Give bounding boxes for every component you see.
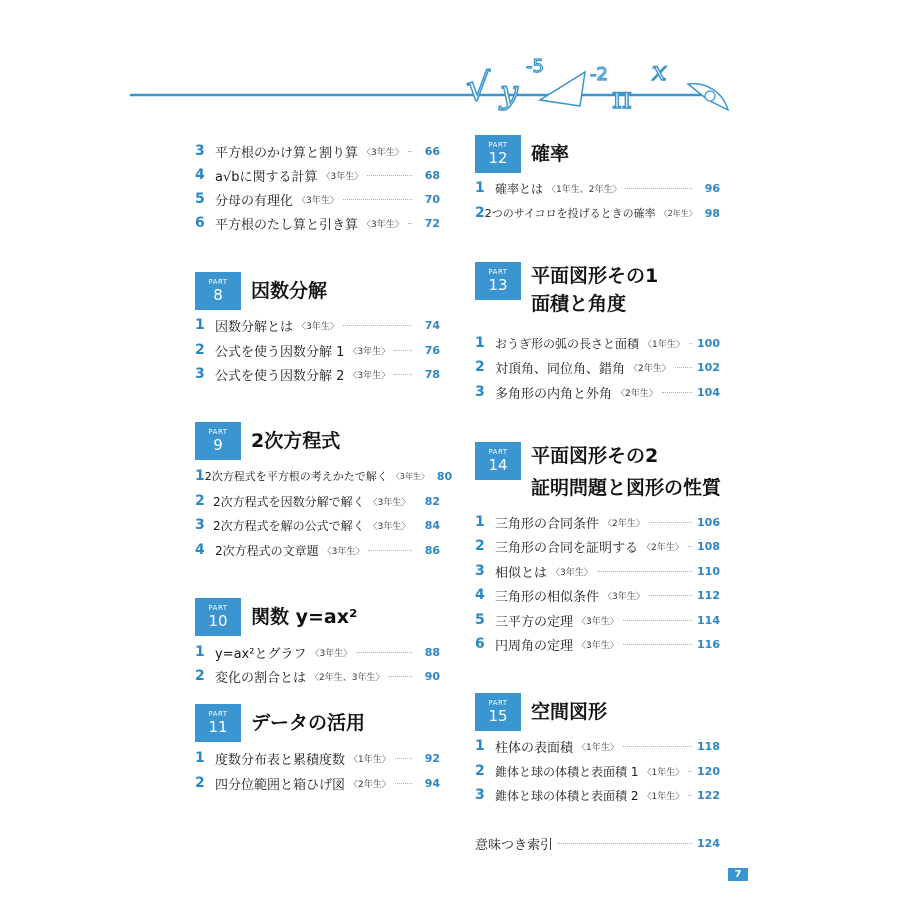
part-header-13 [475,262,658,318]
toc-entry[interactable] [475,784,720,806]
entry-title: おうぎ形の弧の長さと面積 [495,336,640,351]
entry-page: 108 [697,539,720,553]
entry-number: 6 [195,215,205,231]
exp-neg5-glyph: -5 [526,56,544,77]
part-badge [195,422,241,460]
entry-title: 対頂角、同位角、錯角 [495,361,626,377]
part-header-14 [475,442,721,502]
entry-title: 公式を使う因数分解 1 [215,344,345,360]
entry-page: 114 [697,613,720,627]
toc-entry[interactable] [195,164,440,186]
part-number: 9 [213,436,223,454]
entry-grade: 〈3年生〉 [362,219,404,230]
entry-grade: 〈2年生〉 [659,208,697,218]
part-title [531,262,658,318]
entry-number: 1 [195,750,205,766]
leader-dots [395,758,412,759]
leader-dots [408,151,412,152]
entry-grade: 〈3年生〉 [368,497,411,508]
entry-grade: 〈3年生〉 [348,346,391,357]
leader-dots [557,843,692,844]
toc-entry[interactable] [195,641,440,663]
leader-dots [356,652,412,653]
entry-title: 柱体の表面積 [495,740,574,756]
entry-page: 78 [424,367,440,381]
part-label: PART [488,448,508,456]
entry-title: 公式を使う因数分解 2 [215,368,345,384]
entry-grade: 〈2年生〉 [629,363,671,374]
entry-page: 116 [697,637,720,651]
toc-entry[interactable] [475,356,720,378]
entry-title: 多角形の内角と外角 [495,386,613,402]
entry-page: 124 [697,836,720,850]
pi-glyph: π [612,81,632,116]
part-title: 因数分解 [251,280,328,302]
entry-number: 4 [195,167,205,183]
leader-dots [688,795,692,796]
leader-dots [623,620,692,621]
part-title: 関数 y=ax² [251,606,358,628]
entry-title: 確率とは [495,181,544,196]
toc-entry[interactable] [475,511,720,533]
part-header-8 [195,272,327,310]
entry-number: 2 [475,359,485,375]
entry-grade: 〈3年生〉 [297,195,339,206]
entry-title: a√bに関する計算 [215,169,318,185]
toc-entry[interactable] [475,760,720,782]
entry-page: 96 [704,181,720,195]
entry-title: 三角形の相似条件 [495,589,600,605]
entry-page: 68 [424,168,440,182]
entry-title: 三平方の定理 [495,614,574,630]
part-label: PART [488,699,508,707]
entry-grade: 〈2年生〉 [616,388,658,399]
entry-grade: 〈1年生〉 [642,791,685,802]
entry-grade: 〈1年生〉 [642,767,685,778]
leader-dots [688,546,692,547]
leader-dots [408,223,412,224]
entry-grade: 〈2年生〉 [349,779,391,790]
entry-page: 84 [424,518,440,532]
entry-title: 変化の割合とは [215,670,307,686]
part-label: PART [208,428,228,436]
entry-page: 106 [697,515,720,529]
part-badge [475,135,521,173]
part-header-10 [195,598,357,636]
entry-number: 5 [475,612,485,628]
entry-number: 2 [195,775,205,791]
entry-title: 2次方程式を因数分解で解く [213,494,365,509]
leader-dots [394,374,412,375]
entry-page: 100 [697,336,720,350]
toc-entry[interactable] [195,140,440,162]
entry-page: 92 [424,751,440,765]
entry-title: 円周角の定理 [495,638,574,654]
toc-entry[interactable] [475,584,720,606]
leader-dots [343,199,412,200]
part-header-15 [475,693,607,731]
part-badge [475,693,521,731]
part-number: 13 [488,276,508,294]
part-label: PART [208,278,228,286]
toc-entry[interactable] [195,772,440,794]
protractor-hole [705,91,715,101]
entry-grade: 〈3年生〉 [603,591,645,602]
entry-title: 2次方程式の文章題 [215,543,319,558]
entry-number: 3 [195,366,205,382]
part-header-12 [475,135,569,173]
part-badge [475,442,521,480]
entry-title: 三角形の合同条件 [495,516,600,532]
leader-dots [688,771,692,772]
leader-dots [394,350,412,351]
toc-entry[interactable] [195,363,440,385]
part-title [531,442,721,502]
entry-title: 2次方程式を解の公式で解く [213,518,365,533]
entry-page: 74 [424,318,440,332]
toc-entry[interactable] [475,535,720,557]
leader-dots [343,325,412,326]
header-decoration [0,0,900,120]
entry-page: 118 [697,739,720,753]
toc-entry[interactable] [475,202,720,224]
entry-number: 2 [475,205,485,221]
toc-entry[interactable] [195,490,440,512]
entry-number: 3 [195,517,205,533]
entry-title: 意味つき索引 [475,837,554,853]
entry-grade: 〈3年生〉 [322,546,365,557]
entry-grade: 〈3年生〉 [297,321,339,332]
entry-grade: 〈1年生〉 [577,742,619,753]
entry-grade: 〈3年生〉 [321,171,364,182]
triangle-ruler-icon [540,72,585,106]
leader-dots [649,522,692,523]
entry-number: 3 [475,787,485,803]
part-header-9 [195,422,340,460]
entry-title: 度数分布表と累積度数 [215,752,346,768]
toc-entry[interactable] [475,560,720,582]
entry-number: 1 [475,738,485,754]
entry-page: 90 [424,669,440,683]
entry-page: 122 [697,788,720,802]
entry-title: 2つのサイコロを投げるときの確率 [484,207,656,220]
part-title-line2: 証明問題と図形の性質 [531,477,722,499]
entry-page: 102 [697,360,720,374]
x-glyph: x [652,57,667,87]
entry-page: 70 [424,192,440,206]
entry-title: 三角形の合同を証明する [495,540,639,556]
part-title-line1: 平面図形その2 [531,445,659,467]
part-badge [195,598,241,636]
entry-number: 6 [475,636,485,652]
entry-page: 76 [424,343,440,357]
entry-title: 分母の有理化 [215,193,294,209]
toc-entry[interactable] [195,212,440,234]
part-badge [475,262,521,300]
entry-number: 2 [475,538,485,554]
entry-grade: 〈2年生〉 [603,518,645,529]
entry-grade: 〈3年生〉 [348,370,391,381]
leader-dots [675,367,692,368]
leader-dots [597,571,692,572]
entry-title: 平方根のかけ算と割り算 [215,145,359,161]
part-badge [195,704,241,742]
entry-number: 2 [195,668,205,684]
entry-number: 3 [475,563,485,579]
sqrt-glyph: √ [466,65,491,109]
entry-grade: 〈3年生〉 [551,567,593,578]
entry-number: 1 [475,335,485,351]
entry-grade: 〈2年生、3年生〉 [310,672,385,683]
leader-dots [649,595,692,596]
part-number: 15 [488,707,508,725]
leader-dots [662,392,692,393]
entry-grade: 〈3年生〉 [577,640,619,651]
entry-number: 1 [475,514,485,530]
part-number: 8 [213,286,223,304]
entry-grade: 〈1年生〉 [643,339,685,350]
entry-number: 1 [195,468,205,484]
leader-dots [623,644,692,645]
entry-number: 3 [475,384,485,400]
toc-entry[interactable] [475,609,720,631]
part-number: 12 [488,149,508,167]
toc-entry[interactable] [195,514,440,536]
entry-grade: 〈3年生〉 [577,616,619,627]
entry-page: 98 [704,206,720,220]
toc-entry[interactable] [195,747,440,769]
entry-page: 72 [424,216,440,230]
part-header-11 [195,704,365,742]
entry-number: 5 [195,191,205,207]
entry-number: 2 [475,763,485,779]
entry-grade: 〈2年生〉 [642,542,684,553]
entry-page: 120 [697,764,720,778]
entry-number: 4 [195,542,205,558]
entry-number: 2 [195,342,205,358]
toc-entry[interactable] [475,633,720,655]
leader-dots [388,676,412,677]
part-badge [195,272,241,310]
leader-dots [395,783,412,784]
entry-title: 錐体と球の体積と表面積 1 [495,764,639,779]
entry-number: 1 [475,180,485,196]
part-label: PART [208,710,228,718]
entry-number: 2 [195,493,205,509]
part-label: PART [488,141,508,149]
toc-entry[interactable] [195,339,440,361]
entry-title: 相似とは [495,565,548,581]
leader-dots [623,746,692,747]
toc-entry[interactable] [475,735,720,757]
entry-page: 88 [424,645,440,659]
entry-grade: 〈3年生〉 [310,648,353,659]
y-glyph: y [500,73,519,111]
part-title: 2次方程式 [251,430,341,452]
entry-number: 3 [195,143,205,159]
entry-title: 因数分解とは [215,319,294,335]
part-title: 確率 [531,143,570,165]
entry-title: 平方根のたし算と引き算 [215,217,359,233]
part-number: 10 [208,612,228,630]
entry-grade: 〈3年生〉 [368,521,411,532]
leader-dots [367,175,412,176]
entry-grade: 〈1年生〉 [349,754,391,765]
toc-entry[interactable] [475,177,720,199]
toc-entry[interactable] [195,465,453,487]
part-number: 11 [208,718,228,736]
toc-entry[interactable] [475,381,720,403]
entry-title: 2次方程式を平方根の考えかたで解く [204,470,388,483]
toc-entry[interactable] [475,332,720,354]
entry-number: 1 [195,317,205,333]
entry-title: 錐体と球の体積と表面積 2 [495,788,639,803]
part-number: 14 [488,456,508,474]
part-label: PART [208,604,228,612]
part-title: 空間図形 [531,701,608,723]
entry-page: 104 [697,385,720,399]
entry-grade: 〈3年生〉 [362,147,404,158]
toc-entry[interactable] [195,314,440,336]
leader-dots [625,188,692,189]
entry-grade: 〈1年生、2年生〉 [547,184,622,195]
part-title-line1: 平面図形その1 [531,265,659,287]
page-number: 7 [728,868,748,881]
entry-title: 四分位範囲と箱ひげ図 [215,777,346,793]
entry-page: 80 [436,469,453,483]
exp-neg2-glyph: -2 [590,64,608,85]
toc-entry[interactable] [195,665,440,687]
entry-page: 86 [424,543,440,557]
part-title-line2: 面積と角度 [531,293,627,315]
entry-page: 110 [697,564,720,578]
leader-dots [689,343,692,344]
leader-dots [368,550,412,551]
entry-page: 94 [424,776,440,790]
entry-grade: 〈3年生〉 [391,471,429,481]
part-title: データの活用 [251,712,366,734]
entry-page: 112 [697,588,720,602]
entry-page: 66 [424,144,440,158]
toc-entry[interactable] [195,539,440,561]
index-entry[interactable] [475,832,720,854]
entry-title: y=ax²とグラフ [215,646,307,662]
entry-number: 4 [475,587,485,603]
entry-page: 82 [424,494,440,508]
toc-entry[interactable] [195,188,440,210]
entry-number: 1 [195,644,205,660]
part-label: PART [488,268,508,276]
